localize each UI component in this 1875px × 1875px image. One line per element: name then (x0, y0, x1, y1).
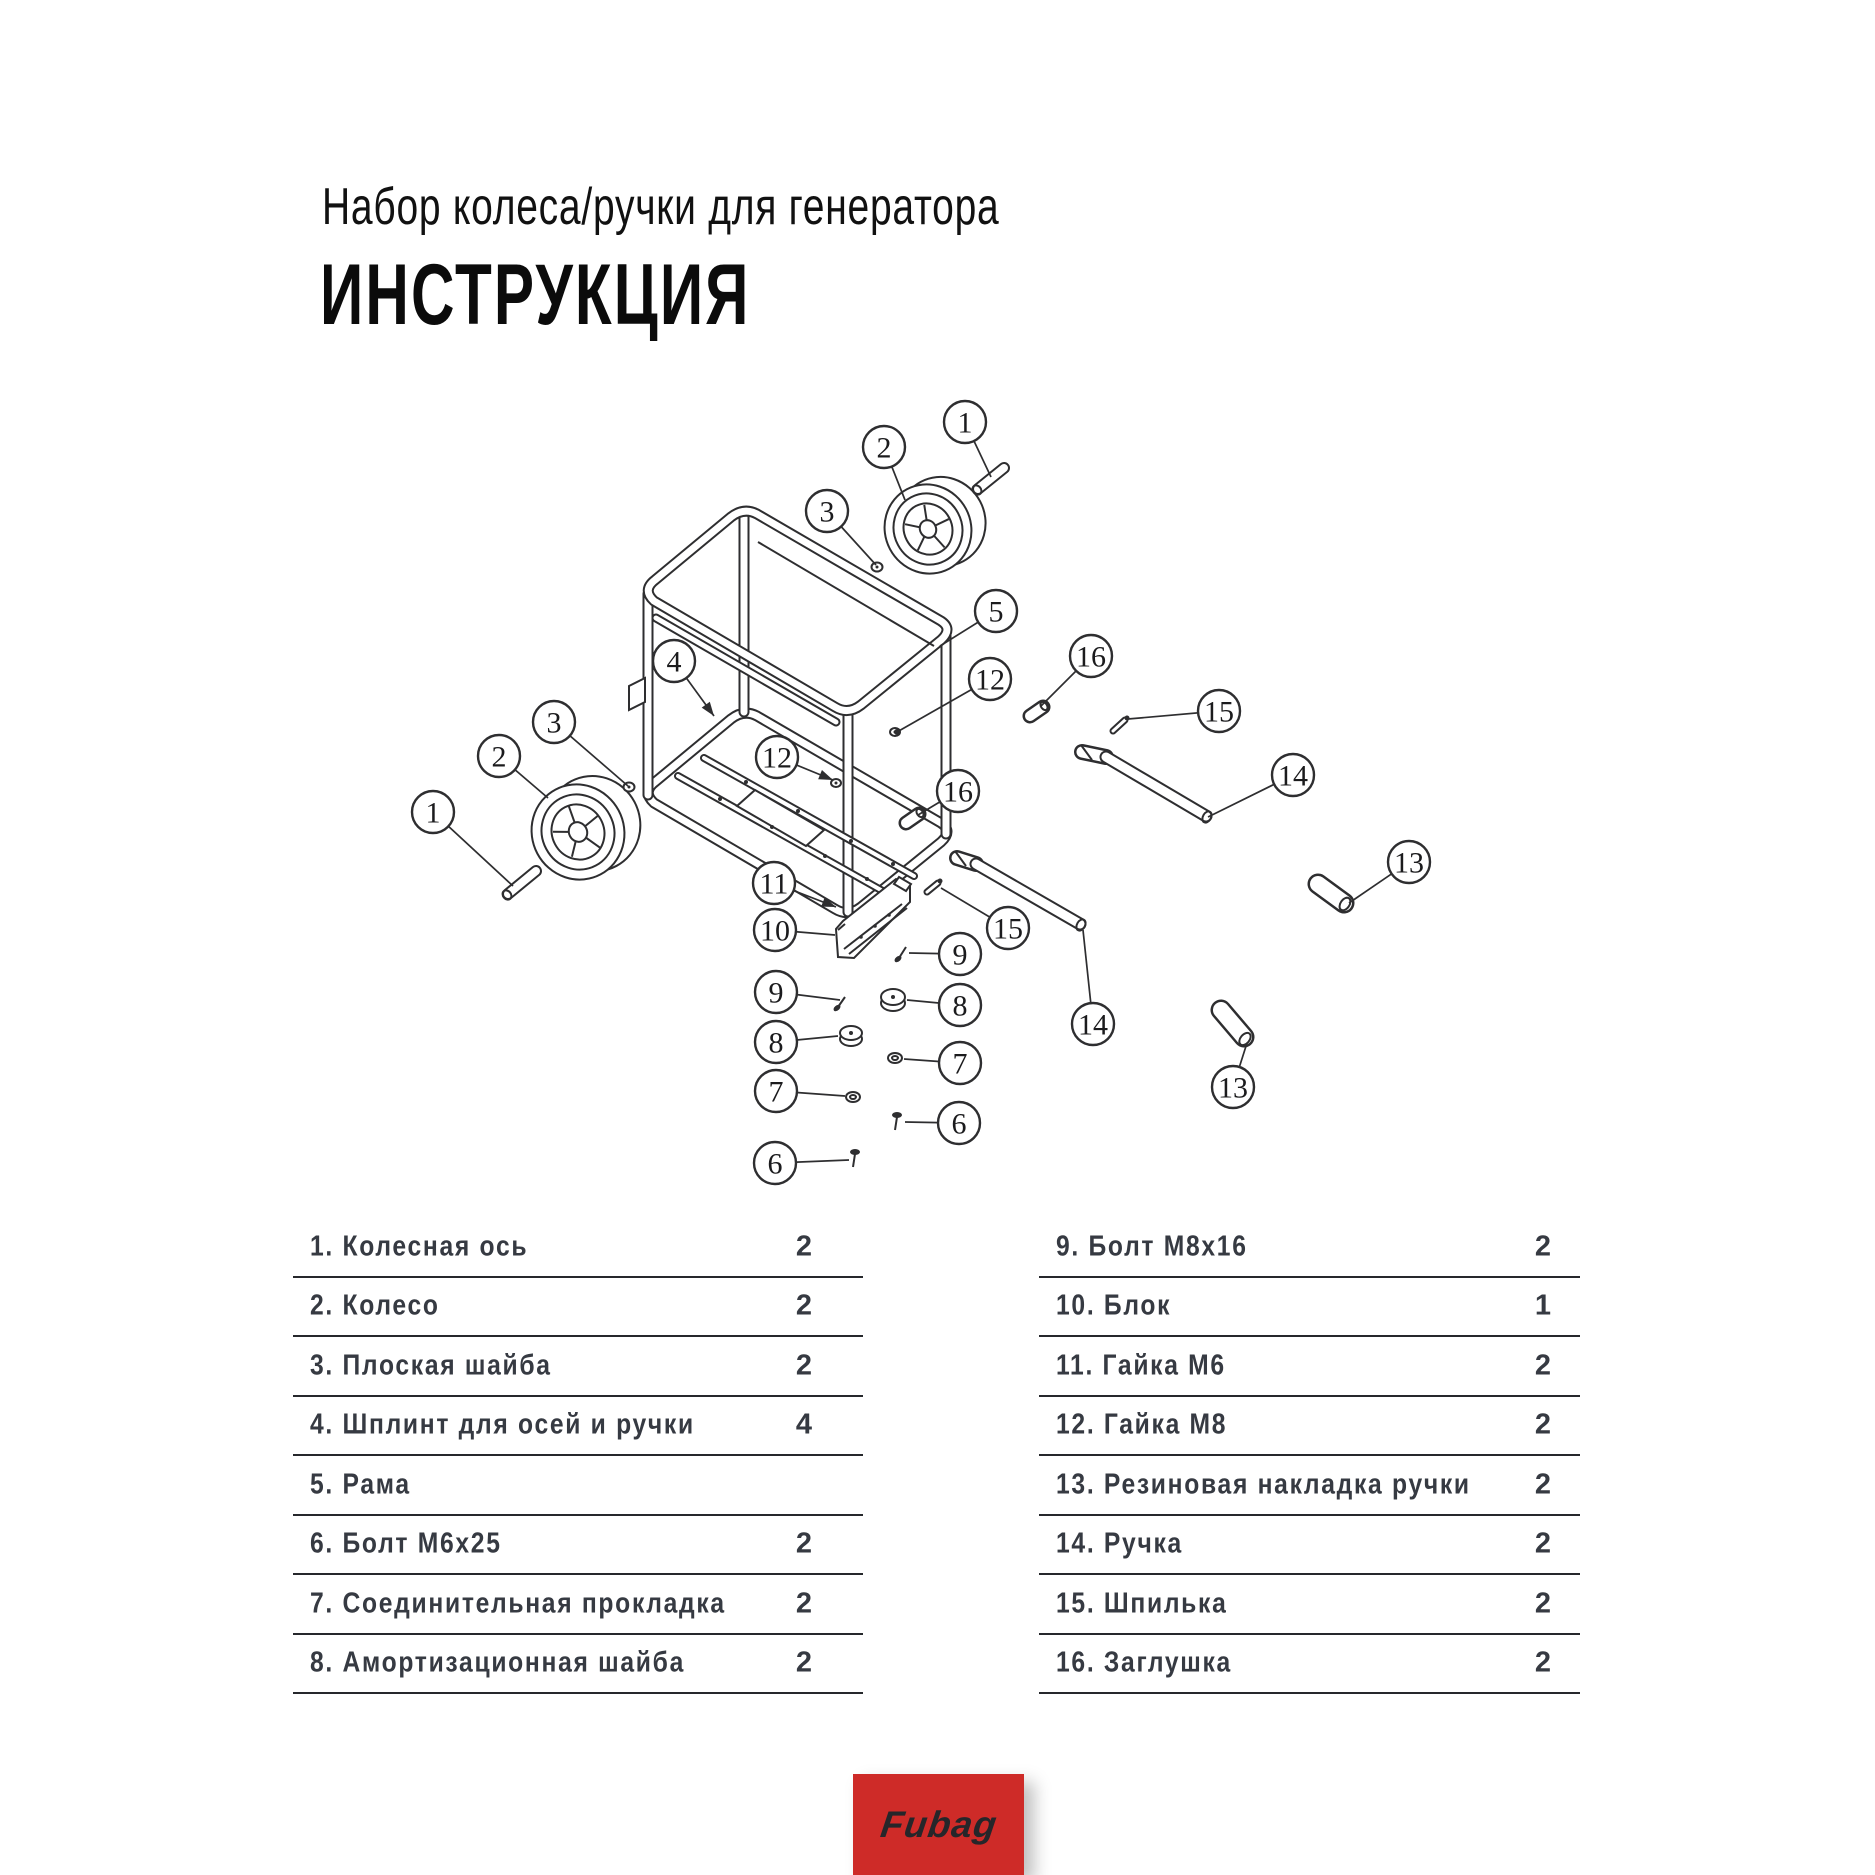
part-qty: 1 (1534, 1289, 1551, 1322)
parts-row (1039, 1516, 1580, 1576)
parts-row (1039, 1456, 1580, 1516)
parts-row (1039, 1278, 1580, 1338)
handle-upper-drawing (1081, 745, 1213, 824)
part-name: 12. Гайка М8 (1056, 1408, 1228, 1441)
svg-text:1: 1 (957, 406, 973, 440)
part-callout-7 (755, 1070, 845, 1112)
fubag-logo (853, 1774, 1024, 1875)
part-name: 7. Соединительная прокладка (310, 1587, 726, 1620)
svg-text:14: 14 (1278, 759, 1308, 793)
svg-text:9: 9 (952, 938, 968, 972)
gasket-right-drawing (888, 1053, 902, 1063)
grip-lower-drawing (1221, 1010, 1253, 1047)
svg-text:16: 16 (943, 775, 973, 809)
part-name: 15. Шпилька (1056, 1587, 1228, 1620)
part-callout-9 (909, 933, 981, 975)
svg-text:1: 1 (425, 796, 441, 830)
svg-text:5: 5 (988, 595, 1004, 629)
grip-upper-drawing (1318, 884, 1353, 912)
part-qty: 2 (1534, 1468, 1551, 1501)
part-qty: 2 (1534, 1230, 1551, 1263)
svg-text:3: 3 (546, 706, 562, 740)
page-subtitle: Набор колеса/ручки для генератора (322, 178, 1000, 236)
part-callout-6 (905, 1102, 980, 1144)
svg-text:7: 7 (952, 1047, 968, 1081)
part-callout-10 (754, 909, 835, 951)
part-qty: 2 (795, 1646, 812, 1679)
parts-row (293, 1516, 863, 1576)
svg-text:2: 2 (491, 740, 507, 774)
part-qty: 2 (795, 1289, 812, 1322)
svg-text:12: 12 (975, 663, 1005, 697)
part-callout-8 (907, 984, 981, 1026)
part-name: 11. Гайка М6 (1056, 1349, 1226, 1382)
part-name: 10. Блок (1056, 1289, 1172, 1322)
stud-upper-drawing (1113, 716, 1130, 732)
svg-text:14: 14 (1078, 1008, 1108, 1042)
part-qty: 2 (1534, 1408, 1551, 1441)
parts-row (293, 1575, 863, 1635)
svg-text:13: 13 (1394, 846, 1424, 880)
parts-row (1039, 1218, 1580, 1278)
page-title: ИНСТРУКЦИЯ (320, 247, 751, 343)
part-name: 5. Рама (310, 1468, 411, 1501)
fubag-logo-text: Fubag (877, 1803, 1000, 1845)
parts-row (1039, 1337, 1580, 1397)
parts-row (293, 1218, 863, 1278)
svg-text:6: 6 (767, 1147, 783, 1181)
part-callout-1 (412, 791, 513, 886)
svg-text:8: 8 (768, 1026, 784, 1060)
parts-row (293, 1635, 863, 1695)
part-callout-14 (1072, 930, 1114, 1045)
cap-upper-drawing (1030, 701, 1049, 716)
part-callout-2 (863, 426, 905, 500)
part-name: 3. Плоская шайба (310, 1349, 552, 1382)
svg-text:8: 8 (952, 989, 968, 1023)
part-name: 1. Колесная ось (310, 1230, 529, 1263)
part-callout-13 (1212, 1043, 1254, 1108)
svg-text:4: 4 (666, 645, 682, 679)
part-callout-15 (1128, 690, 1240, 732)
parts-row (1039, 1635, 1580, 1695)
part-callout-8 (755, 1021, 838, 1063)
svg-text:12: 12 (762, 741, 792, 775)
part-name: 6. Болт М6х25 (310, 1527, 502, 1560)
bolt-m6x25-right-drawing (892, 1112, 902, 1130)
part-callout-11 (753, 862, 838, 912)
parts-table-right (1039, 1218, 1580, 1694)
svg-text:13: 13 (1218, 1071, 1248, 1105)
part-callout-14 (1208, 754, 1314, 817)
svg-text:16: 16 (1076, 640, 1106, 674)
part-callout-13 (1349, 841, 1430, 903)
parts-row (1039, 1397, 1580, 1457)
part-callout-3 (533, 701, 628, 786)
parts-row (1039, 1575, 1580, 1635)
part-qty: 2 (795, 1587, 812, 1620)
svg-text:15: 15 (1204, 695, 1234, 729)
part-qty: 4 (795, 1408, 812, 1441)
svg-text:9: 9 (768, 976, 784, 1010)
part-callout-9 (755, 971, 840, 1013)
part-qty: 2 (1534, 1646, 1551, 1679)
parts-row (293, 1456, 863, 1516)
shock-washer-right-drawing (881, 989, 905, 1011)
axle-pin-left-drawing (501, 871, 536, 901)
shock-washer-left-drawing (840, 1026, 862, 1046)
flat-washer-top-drawing (872, 563, 883, 572)
svg-text:10: 10 (760, 914, 790, 948)
part-callout-16 (1041, 635, 1112, 706)
svg-text:11: 11 (759, 867, 789, 901)
part-callout-5 (940, 590, 1017, 646)
part-qty: 2 (1534, 1587, 1551, 1620)
part-qty: 2 (795, 1230, 812, 1263)
part-name: 14. Ручка (1056, 1527, 1183, 1560)
part-callout-7 (904, 1042, 981, 1084)
frame-drawing (629, 511, 947, 912)
part-qty: 2 (795, 1349, 812, 1382)
part-callout-16 (918, 770, 979, 815)
part-qty: 2 (1534, 1349, 1551, 1382)
parts-row (293, 1278, 863, 1338)
parts-row (293, 1397, 863, 1457)
svg-text:6: 6 (951, 1107, 967, 1141)
part-name: 2. Колесо (310, 1289, 440, 1322)
part-qty: 2 (795, 1527, 812, 1560)
part-qty: 2 (1534, 1527, 1551, 1560)
svg-text:3: 3 (819, 495, 835, 529)
part-name: 9. Болт М8х16 (1056, 1230, 1248, 1263)
part-name: 16. Заглушка (1056, 1646, 1232, 1679)
part-callout-2 (478, 735, 548, 798)
part-name: 4. Шплинт для осей и ручки (310, 1408, 695, 1441)
part-callout-1 (944, 401, 991, 477)
bolt-m6x25-left-drawing (850, 1149, 860, 1167)
bolt-m8x16-right-drawing (893, 947, 906, 963)
svg-text:7: 7 (768, 1075, 784, 1109)
gasket-left-drawing (846, 1092, 860, 1102)
parts-row (293, 1337, 863, 1397)
part-callout-6 (754, 1142, 849, 1184)
parts-table-left (293, 1218, 863, 1694)
svg-text:2: 2 (876, 431, 892, 465)
stud-lower-drawing (927, 879, 943, 893)
svg-text:15: 15 (993, 912, 1023, 946)
axle-pin-right-drawing (971, 468, 1004, 496)
part-name: 8. Амортизационная шайба (310, 1646, 685, 1679)
part-name: 13. Резиновая накладка ручки (1056, 1468, 1471, 1501)
